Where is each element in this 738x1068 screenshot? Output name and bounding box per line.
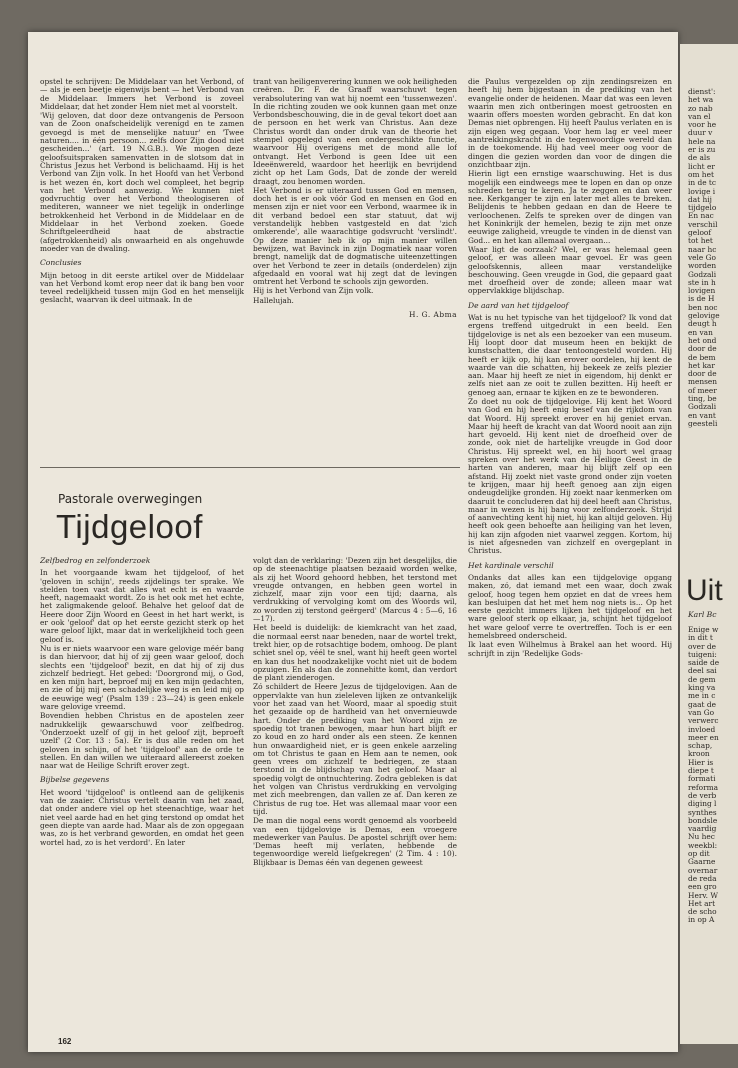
adjacent-page-line: in dit t	[688, 633, 713, 643]
adjacent-page-line: ben noc	[688, 302, 718, 312]
adjacent-page-line: tot het	[688, 236, 713, 246]
paragraph: opstel te schrijven: De Middelaar van het Verbond, of — als je een beetje eigenwijs bent — het Verbond van de Middelaar. Immers het Verbond is zoveel Middelaar, dat het zonder Hem niet met al voorstelt.	[40, 78, 244, 111]
adjacent-page-line: Nu hec	[688, 832, 715, 842]
adjacent-page-line: naar hc	[688, 244, 717, 254]
adjacent-page-line: vaardig	[688, 824, 717, 834]
adjacent-page-line: licht er	[688, 161, 715, 171]
adjacent-page-line: de reda	[688, 873, 717, 883]
adjacent-page-line: in op A	[688, 915, 715, 925]
adjacent-page-line: een gro	[688, 882, 717, 892]
adjacent-page-line: Herv. W	[688, 890, 718, 900]
adjacent-page-line: van el	[688, 111, 711, 121]
adjacent-page-line: dienst':	[688, 88, 716, 96]
adjacent-page-line: weekbl:	[688, 840, 718, 850]
adjacent-page-line: invloed	[688, 724, 716, 734]
adjacent-page-line: verschil	[688, 219, 718, 229]
adjacent-page-line: diging l	[688, 799, 717, 809]
adjacent-page-subtitle: Karl Bc	[688, 610, 717, 619]
adjacent-page-line: tijdgelo	[688, 203, 717, 213]
adjacent-page-line: duur v	[688, 128, 713, 138]
section-heading-bijbelse-gegevens: Bijbelse gegevens	[40, 775, 110, 785]
adjacent-page-line: diepe t	[688, 766, 714, 776]
adjacent-page-line: of meer	[688, 385, 717, 395]
adjacent-page-line: de als	[688, 153, 711, 163]
paragraph: Het beeld is duidelijk: de kiemkracht van het zaad, die normaal eerst naar beneden, naar de wortel trekt, trekt hier, op de rotsachtige bodem, omhoog. De plant schiet snel op, véél te snel, want hij heeft geen wortel en kan dus het noodzakelijke vocht niet uit de bodem opzuigen. En als dan de zonnehitte komt, dan verdort de plant zienderogen.	[253, 623, 457, 683]
paragraph: Hierin ligt een ernstige waarschuwing. Het is dus mogelijk een eindweegs mee te lopen en dan op onze schreden terug te keren. Ja te zeggen en dan weer nee. Kerkganger te zijn en later met alles te breken. Belijdenis te hebben gedaan en dan de Heere te verloochenen. Zelfs te spreken over de dingen van het Koninkrijk der hemelen, bezig te zijn met onze eeuwige zaligheid, vreugde te vinden in de dienst van God... en het kan allemaal overgaan...	[468, 169, 672, 245]
adjacent-page-line: gaat de	[688, 699, 716, 709]
paragraph: die Paulus vergezelden op zijn zendingsreizen en heeft hij hem bijgestaan in de prediking van het evangelie onder de heidenen. Maar dat was een leven waarin men zich ontberingen moest getroosten en waarin offers moesten worden gebracht. En dat kon Demas niet opbrengen. Hij heeft Paulus verlaten en is zijn eigen weg gegaan. Voor hem lag er veel meer aantrekkingskracht in de tegenwoordige wereld dan in de toekomende. Hij had veel meer oog voor de dingen die gezien worden dan voor de dingen die onzichtbaar zijn.	[468, 78, 672, 169]
paragraph: Zo doet nu ook de tijdgelovige. Hij kent het Woord van God en hij heeft enig besef van de rijkdom van dat Woord. Hij spreekt erover en hij geniet ervan. Maar hij heeft de kracht van dat Woord nooit aan zijn hart gevoeld. Hij kent niet de droefheid over de zonde, ook niet de hartelijke vreugde in God door Christus. Hij spreekt wel, en hij hoort wel graag spreken over het werk van de Heilige Geest in de harten van anderen, maar hij blijft zelf op een afstand. Hij zoekt niet vaste grond onder zijn voeten te krijgen, maar hij heeft genoeg aan zijn eigen ondeugdelijke gronden. Hij zoekt naar kenmerken om daaruit te concluderen dat hij deel heeft aan Christus, maar in wezen is hij bang voor zelfonderzoek. Strijd of aanvechting kent hij niet, hij kan altijd geloven. Hij heeft ook geen behoefte aan heiliging van het leven, hij kan zijn afgoden niet vaarwel zeggen. Kortom, hij is niet afgesneden van zichzelf en overgeplant in Christus.	[468, 396, 672, 556]
adjacent-page-line: is de H	[688, 294, 715, 304]
section-heading-kardinale: Het kardinale verschil	[468, 560, 554, 570]
adjacent-page-line: me in c	[688, 691, 716, 701]
paragraph: Waar ligt de oorzaak? Wel, er was helemaal geen geloof, er was alleen maar gevoel. Er was geen geloofskennis, alleen maar verstandelijke beschouwing. Geen vreugde in God, die gepaard gaat met droefheid over de zonde; alleen maar wat oppervlakkige blijdschap.	[468, 244, 672, 296]
adjacent-page-line: worden	[688, 261, 717, 271]
paragraph: 'Wij geloven, dat door deze ontvangenis de Persoon van de Zoon onafscheidelijk verenigd en te zamen gevoegd is met de menselijke natuur' en 'Twee naturen.... in één persoon... zelfs door Zijn dood niet gescheiden...' (art. 19 N.G.B.). We mogen deze geloofsuitspraken samenvatten in de slotsom dat in Christus Jezus het Verbond is belichaamd. Hij is het Verbond van Zijn volk. In het Hoofd van het Verbond is het wezen én, kort doch wel compleet, het begrip van het Verbond aanwezig. We kunnen niet godvruchtig over het Verbond theologiseren of mediteren, wanneer we niet tegelijk in onderlinge betrokkenheid het Verbond in de Middelaar en de Middelaar in het Verbond zoeken. Goede Schriftgeleerdheid haat de abstractie (afgetrokkenheid) als onwaarheid en als ongehuwde moeder van de dwaling.	[40, 111, 244, 253]
adjacent-page-line: zo nab	[688, 103, 713, 113]
adjacent-page-line: Het art	[688, 898, 716, 908]
adjacent-page-top-column	[688, 88, 738, 428]
adjacent-page-line: en vant	[688, 410, 716, 420]
paragraph: Zó schildert de Heere Jezus de tijdgelovigen. Aan de oppervlakte van hun zieleleven lijken ze ontvankelijk voor het zaad van het Woord, maar al spoedig stuit het gezaaide op de hardheid van het onvernieuwde hart. Onder de prediking van het Woord zijn ze spoedig tot tranen bewogen, maar hun hart blijft er zo koud en zo hard onder als een steen. Ze kennen hun onwaardigheid niet, er is geen enkele aarzeling om tot Christus te gaan en Hem aan te nemen, ook geen vrees om zichzelf te bedriegen, ze staan terstond in de blijdschap van het geloof. Maar al spoedig volgt de ontnuchtering. Zodra gebleken is dat het volgen van Christus verdrukking en vervolging met zich meebrengen, dan vallen ze af. Dan keren ze Christus de rug toe. Het was allemaal maar voor een tijd.	[253, 682, 457, 816]
adjacent-page-line: het wa	[688, 95, 714, 105]
page-number: 162	[58, 1037, 72, 1046]
section-heading-aard: De aard van het tijdgeloof	[468, 300, 569, 310]
adjacent-page-line: synthes	[688, 807, 717, 817]
paragraph: trant van heiligenverering kunnen we ook heiligheden creëren. Dr. F. de Graaff waarschuwt tegen verabsolutering van wat hij noemt een 'tussenwezen'. In die richting zouden we ook kunnen gaan met onze Verbondsbeschouwing, die in de geval tekort doet aan de persoon en het werk van Christus. Aan deze Christus wordt dan onder druk van de theorie het stempel opgelegd van een ondergeschikte functie, waarvoor Hij overigens met de mond alle lof ontvangt. Het Verbond is geen Idee uit een Ideeënwereld, waardoor het heerlijk en bevrijdend zicht op het Lam Gods, Dat de zonde der wereld draagt, zou benomen worden.	[253, 78, 457, 186]
top-column-1	[40, 78, 244, 458]
adjacent-page-line: tuigeni:	[688, 649, 717, 659]
adjacent-page	[680, 44, 738, 1044]
adjacent-page-line: Hier is	[688, 757, 714, 767]
article-kicker: Pastorale overwegingen	[58, 492, 203, 506]
article-column-3	[468, 78, 672, 1038]
adjacent-page-title: Uit	[686, 574, 723, 607]
adjacent-page-line: En nac	[688, 211, 714, 221]
adjacent-page-line: ting, be	[688, 393, 717, 403]
section-divider	[40, 467, 460, 468]
article-column-1	[40, 557, 244, 1037]
adjacent-page-line: Godzali	[688, 402, 717, 412]
paragraph: Bovendien hebben Christus en de apostelen zeer nadrukkelijk gewaarschuwd voor zelfbedrog. 'Onderzoekt uzelf of gij in het geloof zijt, beproeft uzelf' (2 Cor. 13 : 5a). Er is dus alle reden om het geloven in schijn, of het 'tijdgeloof' aan de orde te stellen. En dan willen we uiteraard allereerst zoeken naar wat de Heilige Schrift erover zegt.	[40, 711, 244, 771]
article-subtitle: Zelfbedrog en zelfonderzoek	[40, 557, 151, 565]
adjacent-page-line: gelovige	[688, 311, 720, 321]
adjacent-page-line: op dit	[688, 849, 710, 859]
adjacent-page-line: voor he	[688, 120, 717, 130]
adjacent-page-line: in de tc	[688, 178, 717, 188]
adjacent-page-line: bondsle	[688, 815, 718, 825]
section-heading-conclusies: Conclusies	[40, 258, 82, 268]
paragraph: Het woord 'tijdgeloof' is ontleend aan de gelijkenis van de zaaier. Christus vertelt daarin van het zaad, dat onder andere viel op het steenachtige, waar het niet veel aarde had en het ging terstond op omdat het geen diepte van aarde had. Maar als de zon opgegaan was, zo is het verbrand geworden, en omdat het geen wortel had, zo is het verdord'. En later	[40, 787, 244, 847]
adjacent-page-line: Godzali	[688, 269, 717, 279]
adjacent-page-line: hele na	[688, 136, 716, 146]
paragraph: Mijn betoog in dit eerste artikel over de Middelaar van het Verbond komt erop neer dat ik bang ben voor teveel redelijkheid tussen mijn God en het menselijk geslacht, waarvan ik deel uitmaak. In de	[40, 270, 244, 305]
adjacent-page-line: de verb	[688, 790, 717, 800]
adjacent-page-line: vele Go	[688, 252, 716, 262]
adjacent-page-line: de gem	[688, 674, 716, 684]
adjacent-page-line: Gaarne	[688, 857, 716, 867]
article-title: Tijdgeloof	[56, 508, 203, 545]
adjacent-page-line: deel sai	[688, 666, 717, 676]
adjacent-page-line: het kar	[688, 360, 715, 370]
adjacent-page-bottom-column	[688, 626, 738, 925]
adjacent-page-line: mensen	[688, 377, 718, 387]
adjacent-page-line: lovigen	[688, 286, 716, 296]
paragraph: In het voorgaande kwam het tijdgeloof, of het 'geloven in schijn', reeds zijdelings ter sprake. We stelden toen vast dat alles wat echt is en waarde heeft, nagemaakt wordt. Zo is het ook met het echte, het zaligmakende geloof. Behalve het geloof dat de Heere door Zijn Woord en Geest in het hart werkt, is er ook 'geloof' dat op het eerste gezicht sterk op het ware geloof lijkt, maar dat in werkelijkheid toch geen geloof is.	[40, 568, 244, 644]
adjacent-page-line: het ond	[688, 335, 717, 345]
adjacent-page-line: over de	[688, 641, 716, 651]
adjacent-page-line: lovige i	[688, 186, 716, 196]
adjacent-page-line: geloof	[688, 228, 712, 238]
adjacent-page-line: door de	[688, 344, 717, 354]
adjacent-page-line: reforma	[688, 782, 719, 792]
adjacent-page-line: schap,	[688, 741, 713, 751]
author-signature: H. G. Abma	[409, 310, 457, 320]
top-column-2	[253, 78, 457, 458]
adjacent-page-line: deugt h	[688, 319, 717, 329]
paragraph: Hallelujah.	[253, 295, 294, 305]
adjacent-page-line: van Go	[688, 707, 715, 717]
adjacent-page-line: ste in h	[688, 277, 716, 287]
adjacent-page-line: saide de	[688, 658, 720, 668]
adjacent-page-line: formati	[688, 774, 716, 784]
adjacent-page-line: de scho	[688, 907, 717, 917]
article-column-2	[253, 557, 457, 1037]
adjacent-page-line: en van	[688, 327, 713, 337]
adjacent-page-line: Enige w	[688, 626, 719, 634]
adjacent-page-line: om het	[688, 169, 714, 179]
paragraph: Hij is het Verbond van Zijn volk.	[253, 286, 374, 296]
paragraph: Ik laat even Wilhelmus à Brakel aan het woord. Hij schrijft in zijn 'Redelijke Gods-	[468, 640, 672, 658]
paragraph: Ondanks dat alles kan een tijdgelovige opgang maken, zó, dat iemand met een waar, doch zwak geloof, hoog tegen hem opziet en dat de vrees hem kan besluipen dat het met hem nog niets is... Op het eerste gezicht immers lijken het tijdgeloof en het ware geloof sterk op elkaar, ja, schijnt het tijdgeloof het ware geloof verre te overtreffen. Toch is er een hemelsbreed onderscheid.	[468, 572, 672, 640]
adjacent-page-line: overnar	[688, 865, 718, 875]
adjacent-page-line: verwerc	[688, 716, 719, 726]
paragraph: Het Verbond is er uiteraard tussen God en mensen, doch het is er ook vóór God en mensen en God en mensen zijn er niet voor een Verbond, waarmee ik in dit verband bedoel een star statuut, dat wij verstandelijk hebben vastgesteld en dat 'zich omkerende', alle waarachtige godsvrucht 'verslindt'. Op deze manier heb ik op mijn manier willen bewijzen, wat Bavinck in zijn Dogmatiek naar voren brengt, namelijk dat de dogmatische uiteenzettingen over het Verbond te zeer in details (onderdelen) zijn afgedaald en vooral wat hij zegt dat de levingen omtrent het Verbond te schools zijn geworden.	[253, 185, 457, 287]
magazine-page	[28, 32, 678, 1052]
adjacent-page-line: king va	[688, 683, 716, 693]
paragraph: volgt dan de verklaring: 'Dezen zijn het desgelijks, die op de steenachtige plaatsen bezaaid worden welke, als zij het Woord gehoord hebben, het terstond met vreugde ontvangen, en hebben geen wortel in zichzelf, maar zijn voor een tijd; daarna, als verdrukking of vervolging komt om des Woords wil, zo worden zij terstond geërgerd' (Marcus 4 : 5—6, 16—17).	[253, 557, 457, 624]
paragraph: Wat is nu het typische van het tijdgeloof? Ik vond dat ergens treffend uitgedrukt in een beeld. Een tijdgelovige is net als een bezoeker van een museum. Hij loopt door dat museum heen en bekijkt de kunstschatten, die daar tentoongesteld worden. Hij heeft er kijk op, hij kan erover oordelen, hij kent de waarde van die schatten, hij bekeek ze zelfs plezier aan. Maar hij heeft ze niet in eigendom, hij denkt er zelfs niet aan ze ooit te zullen bezitten. Hij heeft er genoeg aan, ernaar te kijken en ze te bewonderen.	[468, 313, 672, 397]
adjacent-page-line: kroon	[688, 749, 710, 759]
adjacent-page-line: door de	[688, 369, 717, 379]
adjacent-page-line: er is zu	[688, 145, 716, 155]
adjacent-page-line: dat hij	[688, 194, 712, 204]
adjacent-page-line: meer en	[688, 732, 719, 742]
adjacent-page-line: de bem	[688, 352, 716, 362]
paragraph: De man die nogal eens wordt genoemd als voorbeeld van een tijdgelovige is Demas, een vroegere medewerker van Paulus. De apostel schrijft over hem: 'Demas heeft mij verlaten, hebbende de tegenwoordige wereld liefgekregen' (2 Tim. 4 : 10). Blijkbaar is Demas één van degenen geweest	[253, 816, 457, 867]
adjacent-page-line: geesteli	[688, 418, 718, 428]
paragraph: Nu is er niets waarvoor een ware gelovige méér bang is dan hiervoor, dat hij of zij geen waar geloof, doch slechts een 'tijdgeloof' bezit, en dat hij of zij dus zichzelf bedriegt. Het gebed: 'Doorgrond mij, o God, en ken mijn hart, beproef mij en ken mijn gedachten, en zie of bij mij een schadelijke weg is en leid mij op de eeuwige weg' (Psalm 139 : 23—24) is geen enkele ware gelovige vreemd.	[40, 643, 244, 712]
